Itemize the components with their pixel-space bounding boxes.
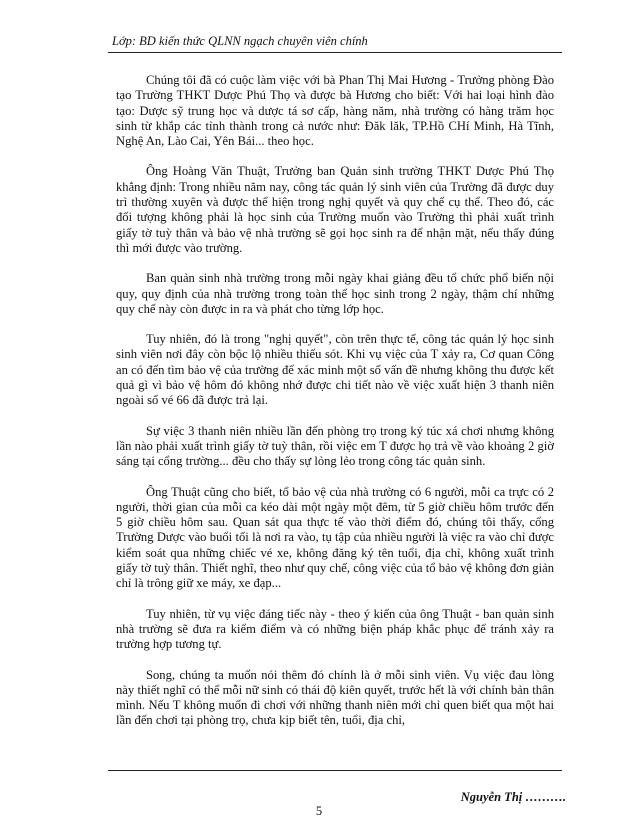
header-divider [108,52,562,53]
paragraph: Ông Hoàng Văn Thuật, Trưởng ban Quản sinh trường THKT Dược Phú Thọ khẳng định: Trong nhiều năm nay, công tác quản lý sinh viên của Trường đã được duy trì thường xuyên và được thể hiện trong nghị quyết và quy chế cụ thể. Theo đó, các đối tượng không phải là học sinh của Trường muốn vào Trường thì phải xuất trình giấy tờ tuỳ thân và bảo vệ nhà trường sẽ gọi học sinh ra để nhận mặt, nếu thấy đúng thì mới được vào trường. [116,164,554,255]
paragraph: Ban quản sinh nhà trường trong mỗi ngày khai giảng đều tổ chức phổ biến nội quy, quy định của nhà trường trong toàn thể học sinh trong 2 ngày, thậm chí những quy chế này còn được in ra và phát cho từng lớp học. [116,271,554,316]
paragraph: Tuy nhiên, từ vụ việc đáng tiếc này - theo ý kiến của ông Thuật - ban quản sinh nhà trường sẽ đưa ra kiểm điểm và có những biện pháp khắc phục để tránh xảy ra trường hợp tương tự. [116,606,554,652]
paragraph: Sự việc 3 thanh niên nhiều lần đến phòng trọ trong ký túc xá chơi nhưng không lần nào phải xuất trình giấy tờ tuỳ thân, rồi việc em T được họ trả về vào khoảng 2 giờ sáng tại cổng trường... đều cho thấy sự lỏng lẻo trong công tác quản sinh. [116,423,554,469]
page-number: 5 [315,804,323,818]
paragraph: Song, chúng ta muốn nói thêm đó chính là ở mỗi sinh viên. Vụ việc đau lòng này thiết nghĩ có thể mỗi nữ sinh có thái độ kiên quyết, trước hết là với chính bản thân mình. Nếu T không muốn đi chơi với những thanh niên mới chỉ quen biết qua một hai lần đến chơi tại phòng trọ, chưa kịp biết tên, tuổi, địa chỉ, [116,667,554,728]
paragraph: Ông Thuật cũng cho biết, tổ bảo vệ của nhà trường có 6 người, mỗi ca trực có 2 người, thời gian của mỗi ca kéo dài một ngày một đêm, từ 5 giờ chiều hôm trước đến 5 giờ chiều hôm sau. Quan sát qua thực tế vào thời điểm đó, chúng tôi thấy, cổng Trường Dược vào buổi tối là nơi ra vào, tụ tập của nhiều người là việc ra vào chỉ được kiểm soát qua những chiếc vé xe, không đăng ký tên tuổi, địa chỉ, không xuất trình giấy tờ tuỳ thân. Thiết nghĩ, theo như quy chế, công việc của tổ bảo vệ không đơn giản chỉ là trông giữ xe máy, xe đạp... [116,484,554,591]
header-title: Lớp: BD kiến thức QLNN ngạch chuyên viên chính [112,34,368,48]
paragraph: Chúng tôi đã có cuộc làm việc với bà Phan Thị Mai Hương - Trưởng phòng Đào tạo Trường THKT Dược Phú Thọ và được bà Hương cho biết: Với hai loại hình đào tạo: Dược sỹ trung học và dược tá sơ cấp, hàng năm, nhà trường có hàng trăm học sinh từ khắp các tỉnh thành trong cả nước như: Đăk lăk, TP.Hồ CHí Minh, Hà Tĩnh, Nghệ An, Lào Cai, Yên Bái... theo học. [116,73,554,149]
footer-author: Nguyễn Thị ………. [460,790,566,804]
document-body [116,73,554,744]
footer-divider [108,770,562,771]
paragraph: Tuy nhiên, đó là trong "nghị quyết", còn trên thực tế, công tác quản lý học sinh sinh viên nơi đây còn bộc lộ nhiều thiếu sót. Khi vụ việc của T xảy ra, Cơ quan Công an có đến tìm bảo vệ của trường để xác minh một số vấn đề nhưng không thu được kết quả gì vì bảo vệ hôm đó không nhớ được chi tiết nào về việc xuất hiện 3 thanh niên ngoài số vé 66 đã được trả lại. [116,332,554,408]
